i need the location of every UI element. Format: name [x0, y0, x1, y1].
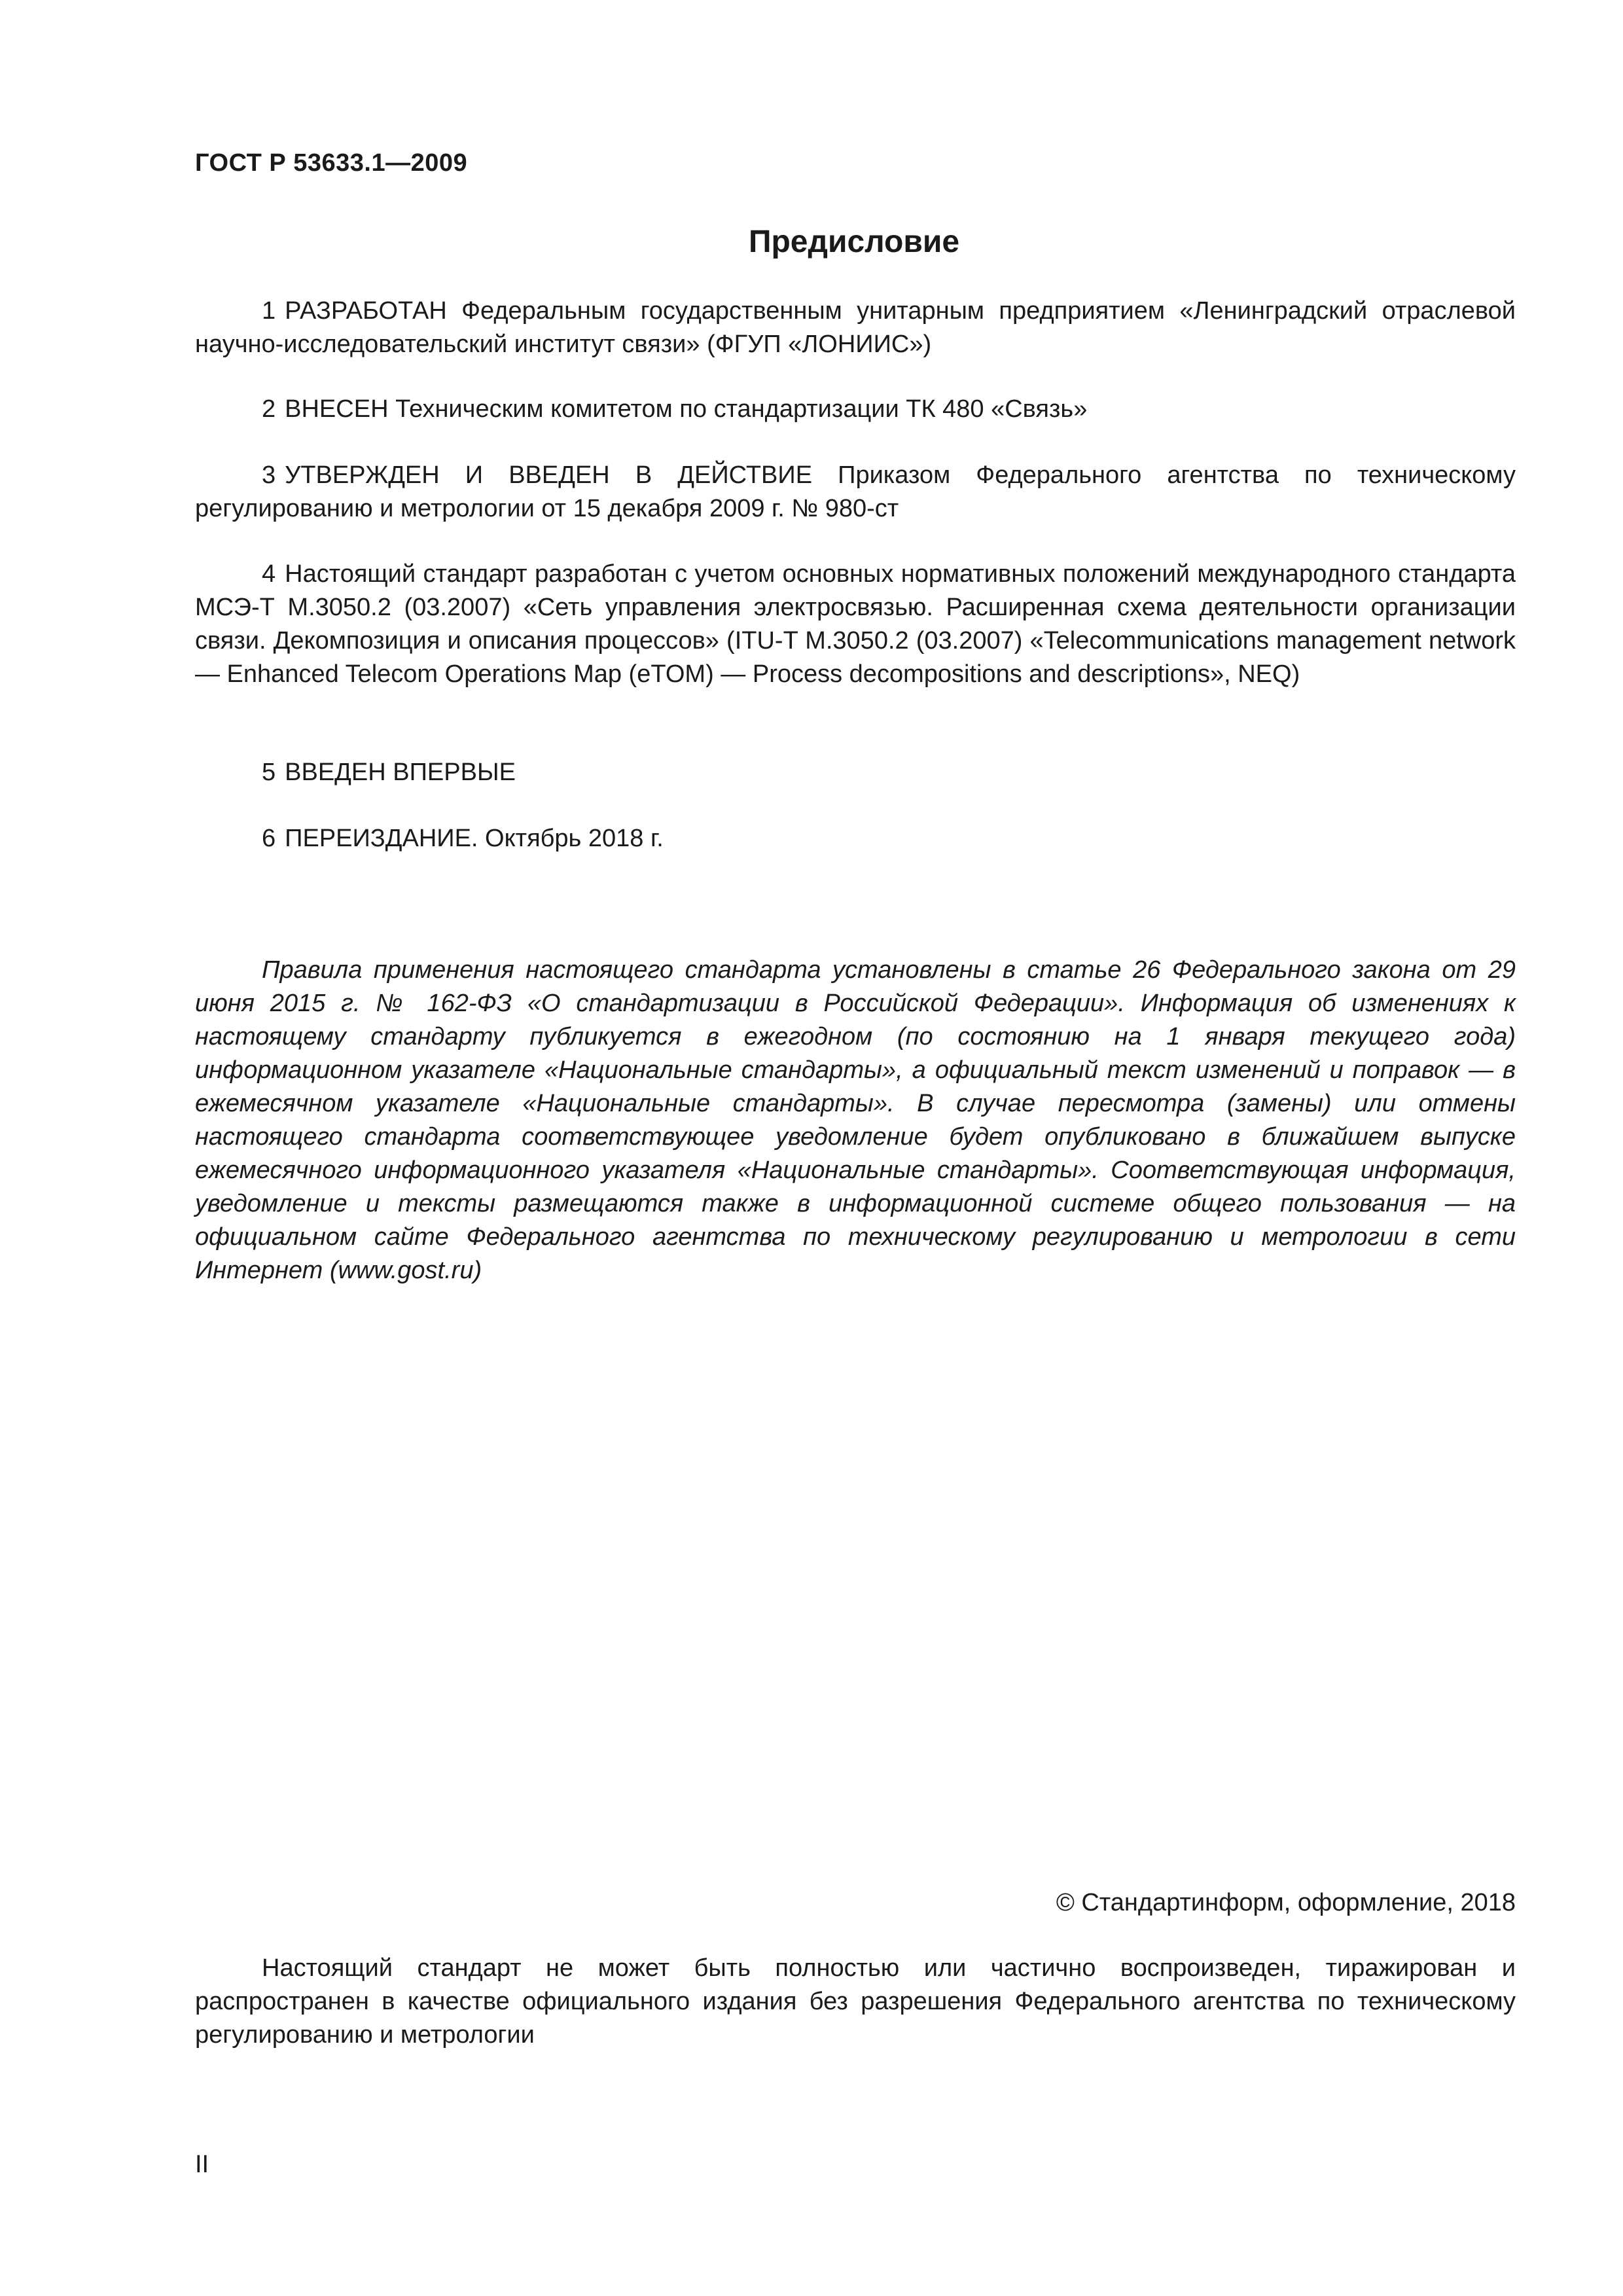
- preface-item-3: [195, 459, 1516, 526]
- preface-item-6: [195, 822, 1516, 855]
- item-number: 6: [262, 825, 276, 852]
- item-text: Настоящий стандарт разработан с учетом основных нормативных положений международного стандарта МСЭ-Т М.3050.2 (03.2007) «Сеть управления электросвязью. Расширенная схема деятельности организации связи. Декомпозиция и описания процессов» (ITU-T M.3050.2 (03.2007) «Telecommunications management network — Enhanced Telecom Operations Map (eTOM) — Process decompositions and descriptions», NEQ): [195, 560, 1516, 688]
- preface-item-5: [195, 756, 1516, 789]
- copyright-line: © Стандартинформ, оформление, 2018: [1056, 1889, 1516, 1916]
- preface-item-1: [195, 295, 1516, 361]
- item-text: УТВЕРЖДЕН И ВВЕДЕН В ДЕЙСТВИЕ Приказом Федерального агентства по техническому регулированию и метрологии от 15 декабря 2009 г. № 980-ст: [195, 461, 1516, 522]
- item-number: 1: [262, 297, 276, 325]
- application-rules-note: Правила применения настоящего стандарта установлены в статье 26 Федерального закона от 29 июня 2015 г. № 162-ФЗ «О стандартизации в Российской Федерации». Информация об изменениях к настоящему стандарту публикуется в ежегодном (по состоянию на 1 января текущего года) информационном указателе «Национальные стандарты», а официальный текст изменений и поправок — в ежемесячном указателе «Национальные стандарты». В случае пересмотра (замены) или отмены настоящего стандарта соответствующее уведомление будет опубликовано в ближайшем выпуске ежемесячного информационного указателя «Национальные стандарты». Соответствующая информация, уведомление и тексты размещаются также в информационной системе общего пользования — на официальном сайте Федерального агентства по техническому регулированию и метрологии в сети Интернет (www.gost.ru): [195, 956, 1516, 1284]
- preface-item-4: [195, 558, 1516, 691]
- item-number: 4: [262, 560, 276, 588]
- reproduction-notice: Настоящий стандарт не может быть полностью или частично воспроизведен, тиражирован и распространен в качестве официального издания без разрешения Федерального агентства по техническому регулированию и метрологии: [195, 1954, 1516, 2049]
- item-text: ВВЕДЕН ВПЕРВЫЕ: [285, 759, 516, 786]
- item-text: РАЗРАБОТАН Федеральным государственным унитарным предприятием «Ленинградский отраслевой научно-исследовательский институт связи» (ФГУП «ЛОНИИС»): [195, 297, 1516, 358]
- page-number: II: [195, 2151, 209, 2178]
- section-title: Предисловие: [748, 224, 960, 259]
- document-code: ГОСТ Р 53633.1—2009: [195, 149, 468, 177]
- item-number: 2: [262, 395, 276, 423]
- preface-item-2: [195, 393, 1516, 426]
- item-text: ПЕРЕИЗДАНИЕ. Октябрь 2018 г.: [285, 825, 664, 852]
- item-number: 3: [262, 461, 276, 489]
- item-text: ВНЕСЕН Техническим комитетом по стандартизации ТК 480 «Связь»: [285, 395, 1088, 423]
- item-number: 5: [262, 759, 276, 786]
